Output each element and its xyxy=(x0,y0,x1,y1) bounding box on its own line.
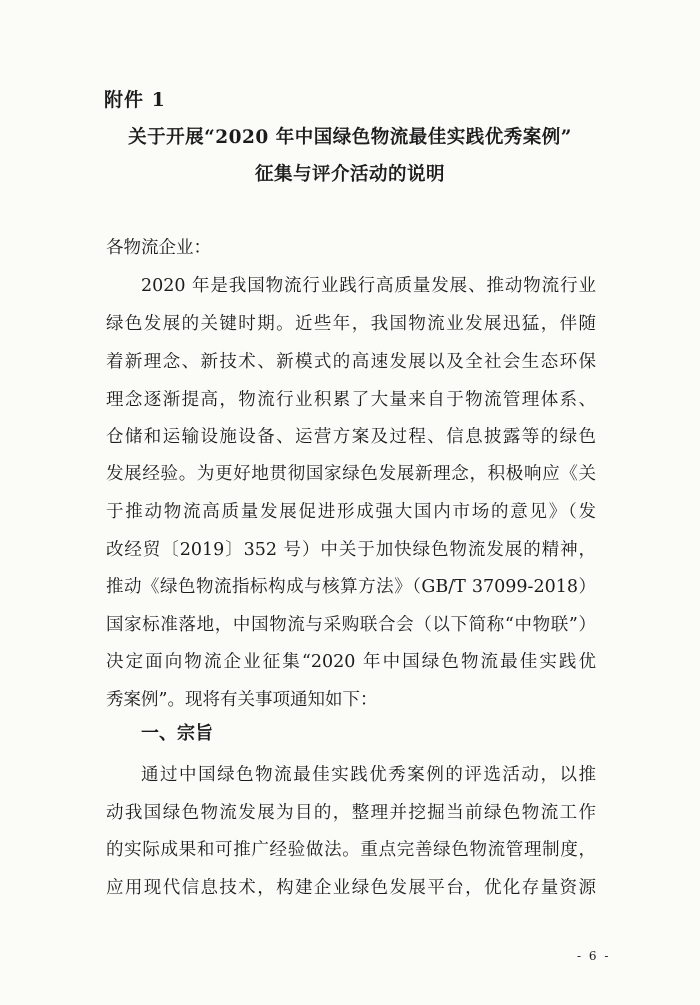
paragraph-line: 的实际成果和可推广经验做法。重点完善绿色物流管理制度， xyxy=(106,840,596,860)
paragraph-line: 2020 年是我国物流行业践行高质量发展、推动物流行业 xyxy=(141,276,596,296)
document-title-line-1: 关于开展“2020 年中国绿色物流最佳实践优秀案例” xyxy=(128,127,572,148)
salutation: 各物流企业： xyxy=(106,238,211,258)
document-title-line-2: 征集与评介活动的说明 xyxy=(254,164,445,185)
page-number: - 6 - xyxy=(577,949,611,963)
section-heading: 一、宗旨 xyxy=(141,723,213,744)
paragraph-line: 推动《绿色物流指标构成与核算方法》（GB/T 37099-2018） xyxy=(106,577,596,597)
paragraph-line: 仓储和运输设施设备、运营方案及过程、信息披露等的绿色 xyxy=(106,427,596,447)
paragraph-line: 理念逐渐提高，物流行业积累了大量来自于物流管理体系、 xyxy=(106,390,596,410)
paragraph-line: 应用现代信息技术，构建企业绿色发展平台，优化存量资源 xyxy=(106,878,596,898)
paragraph-line: 动我国绿色物流发展为目的，整理并挖掘当前绿色物流工作 xyxy=(106,803,596,823)
paragraph-line: 秀案例”。现将有关事项通知如下： xyxy=(106,690,378,710)
paragraph-line: 于推动物流高质量发展促进形成强大国内市场的意见》（发 xyxy=(106,502,596,522)
paragraph-line: 通过中国绿色物流最佳实践优秀案例的评选活动，以推 xyxy=(141,765,596,785)
attachment-label: 附件 1 xyxy=(104,89,166,111)
paragraph-line: 决定面向物流企业征集“2020 年中国绿色物流最佳实践优 xyxy=(106,652,596,672)
paragraph-line: 绿色发展的关键时期。近些年，我国物流业发展迅猛，伴随 xyxy=(106,314,596,334)
paragraph-line: 改经贸〔2019〕352 号）中关于加快绿色物流发展的精神， xyxy=(106,540,596,560)
paragraph-line: 国家标准落地，中国物流与采购联合会（以下简称“中物联”） xyxy=(106,615,596,635)
paragraph-line: 发展经验。为更好地贯彻国家绿色发展新理念，积极响应《关 xyxy=(106,464,596,484)
paragraph-line: 着新理念、新技术、新模式的高速发展以及全社会生态环保 xyxy=(106,352,596,372)
